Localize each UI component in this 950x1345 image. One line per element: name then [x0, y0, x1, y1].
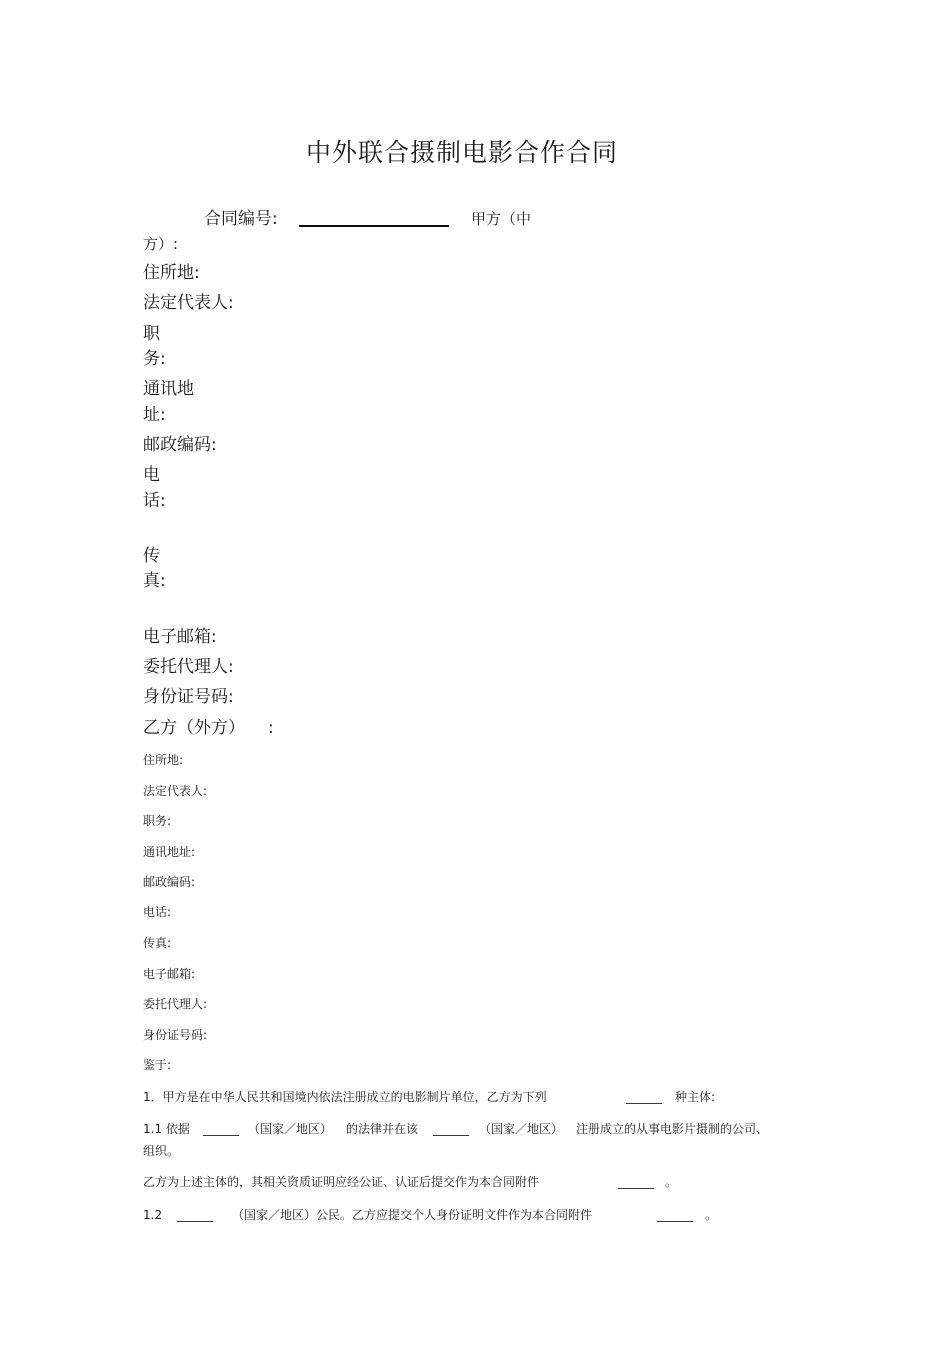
- party-b-email: 电子邮箱:: [143, 967, 196, 981]
- party-a-email: 电子邮箱:: [143, 627, 217, 647]
- clause-1-1-paragraph: 乙方为上述主体的，其相关资质证明应经公证、认证后提交作为本合同附件: [143, 1175, 540, 1189]
- party-a-legal-rep: 法定代表人:: [143, 293, 234, 313]
- party-b-mail-addr: 通讯地址:: [143, 845, 196, 859]
- party-a-position-1: 职: [143, 324, 160, 344]
- party-b-address: 住所地:: [143, 753, 184, 767]
- clause-1-2-text: （国家／地区）公民。乙方应提交个人身份证明文件作为本合同附件: [232, 1208, 593, 1222]
- party-a-postcode: 邮政编码:: [143, 435, 217, 455]
- clause-1-1-law-text: 的法律并在该: [346, 1122, 419, 1136]
- contract-number-blank: [299, 225, 449, 227]
- party-a-position-2: 务:: [143, 349, 166, 369]
- party-a-heading: 甲方（中: [471, 210, 532, 228]
- party-b-agent: 委托代理人:: [143, 997, 208, 1011]
- clause-1-tail: 种主体:: [675, 1090, 716, 1104]
- party-a-agent: 委托代理人:: [143, 657, 234, 677]
- party-a-heading-tail: 方）:: [143, 235, 179, 253]
- clause-1-1-prefix: 1.1 依据: [143, 1122, 190, 1136]
- party-b-heading-colon: :: [268, 718, 274, 738]
- party-b-id-number: 身份证号码:: [143, 1028, 208, 1042]
- party-a-fax-2: 真:: [143, 571, 166, 591]
- party-b-position: 职务:: [143, 814, 172, 828]
- clause-1-2-blank-1: ______: [177, 1208, 213, 1222]
- party-b-postcode: 邮政编码:: [143, 875, 196, 889]
- document-title: 中外联合摄制电影合作合同: [305, 138, 618, 167]
- clause-1-1-blank-3: ______: [618, 1175, 654, 1189]
- party-b-fax: 传真:: [143, 936, 172, 950]
- party-a-id-number: 身份证号码:: [143, 687, 234, 707]
- party-a-mail-addr-1: 通讯地: [143, 379, 194, 399]
- contract-number-label: 合同编号:: [204, 209, 278, 229]
- party-a-address: 住所地:: [143, 263, 200, 283]
- party-a-fax-1: 传: [143, 546, 160, 566]
- clause-1-1-country-1: （国家／地区）: [248, 1122, 333, 1136]
- party-a-phone-1: 电: [143, 465, 160, 485]
- party-b-heading: 乙方（外方）: [143, 718, 245, 738]
- clause-1-text: 1．甲方是在中华人民共和国境内依法注册成立的电影制片单位，乙方为下列: [143, 1090, 547, 1104]
- clause-1-1-blank-2: ______: [433, 1122, 469, 1136]
- party-a-phone-2: 话:: [143, 491, 166, 511]
- clause-1-1-line-2: 组织。: [143, 1144, 180, 1158]
- clause-1-2-prefix: 1.2: [143, 1208, 163, 1222]
- party-a-mail-addr-2: 址:: [143, 405, 166, 425]
- party-b-legal-rep: 法定代表人:: [143, 784, 208, 798]
- whereas-label: 鉴于:: [143, 1058, 172, 1072]
- party-b-phone: 电话:: [143, 905, 172, 919]
- clause-1-2-blank-2: ______: [657, 1208, 693, 1222]
- clause-1-blank: ______: [626, 1090, 662, 1104]
- clause-1-1-country-2: （国家／地区）: [479, 1122, 564, 1136]
- clause-1-1-end: 。: [665, 1175, 678, 1189]
- clause-1-1-tail: 注册成立的从事电影片摄制的公司、: [576, 1122, 769, 1136]
- clause-1-2-end: 。: [705, 1208, 718, 1222]
- clause-1-1-blank-1: ______: [203, 1122, 239, 1136]
